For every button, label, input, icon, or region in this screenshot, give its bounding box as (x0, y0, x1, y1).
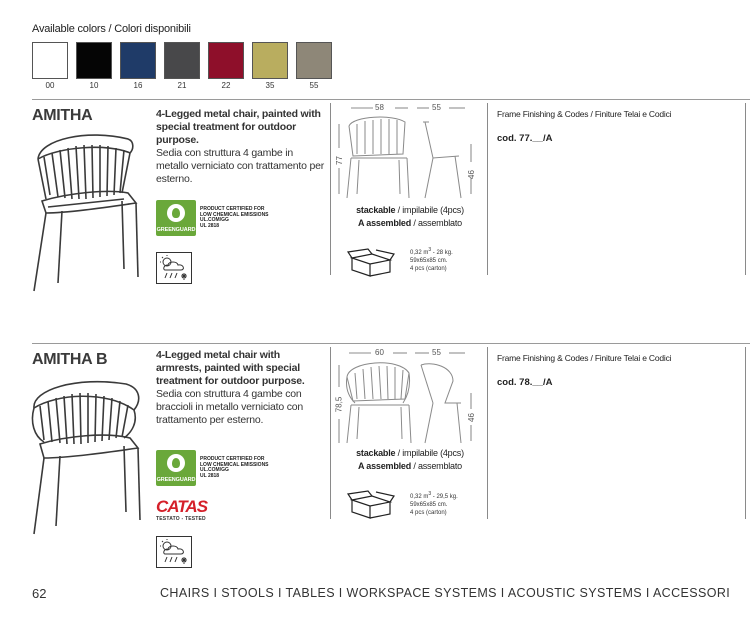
catas-subtitle: TESTATO - TESTED (156, 516, 206, 522)
packaging-info (410, 246, 453, 273)
description-en: 4-Legged metal chair with armrests, painted with special treatment for outdoor purpose. (156, 349, 305, 387)
product-description (156, 349, 328, 427)
product-divider (32, 99, 750, 100)
dimension-width: 58 (375, 103, 384, 112)
greenguard-word: GREENGUARD (156, 477, 196, 483)
stackable-line: stackable / impilabile (4pcs) (356, 448, 464, 458)
catas-certification (156, 498, 216, 522)
greenguard-text (200, 207, 280, 229)
stackable-en: stackable (356, 448, 396, 458)
greenguard-line: LOW CHEMICAL EMISSIONS (200, 211, 269, 218)
greenguard-line: LOW CHEMICAL EMISSIONS (200, 461, 269, 468)
assembled-it: assemblato (417, 218, 462, 228)
greenguard-word: GREENGUARD (156, 227, 196, 233)
stackable-it: impilabile (4pcs) (402, 205, 464, 215)
product-name: AMITHA B (32, 351, 108, 368)
chair-illustration (26, 370, 151, 540)
description-it: Sedia con struttura 4 gambe in metallo verniciato con trattamento per esterno. (156, 147, 325, 185)
swatch-code: 21 (177, 81, 187, 90)
column-divider (745, 103, 746, 275)
greenguard-leaf-icon (167, 454, 185, 472)
colors-title-it: Colori disponibili (114, 23, 191, 35)
packaging-info (410, 490, 458, 517)
dimension-seat-height: 46 (466, 170, 476, 179)
pack-size: 59x65x85 cm. (410, 502, 448, 508)
dimension-drawing (333, 347, 483, 447)
greenguard-certification (156, 450, 280, 486)
color-swatch-16[interactable] (120, 42, 156, 90)
assembled-it: assemblato (417, 461, 462, 471)
pack-pieces: 4 pcs (carton) (410, 266, 447, 272)
greenguard-certification (156, 200, 280, 236)
finish-title: Frame Finishing & Codes / Finiture Telai e Codici (497, 353, 672, 363)
assembled-line: A assembled / assemblato (358, 461, 462, 471)
swatch-fill (296, 42, 332, 79)
greenguard-line: UL.COM/GG (200, 467, 229, 473)
pack-size: 59x65x85 cm. (410, 258, 448, 264)
assembled-en: A assembled (358, 461, 412, 471)
pack-volume-exponent: 3 (428, 247, 432, 253)
swatch-code: 16 (133, 81, 143, 90)
swatch-fill (32, 42, 68, 79)
colors-title (32, 23, 191, 35)
pack-pieces: 4 pcs (carton) (410, 510, 447, 516)
swatch-code: 10 (89, 81, 99, 90)
swatch-fill (252, 42, 288, 79)
swatch-fill (120, 42, 156, 79)
swatch-fill (208, 42, 244, 79)
column-divider (330, 347, 331, 519)
color-swatch-35[interactable] (252, 42, 288, 90)
stacking-info (336, 447, 484, 473)
swatch-code: 00 (45, 81, 55, 90)
assembled-en: A assembled (358, 218, 412, 228)
colors-title-separator: / (105, 23, 115, 35)
weather-resistant-icon (156, 536, 192, 568)
colors-title-en: Available colors (32, 23, 106, 35)
greenguard-line: UL.COM/GG (200, 217, 229, 223)
product-code: cod. 78.__/A (497, 377, 553, 388)
stackable-it: impilabile (4pcs) (402, 448, 464, 458)
color-swatch-00[interactable] (32, 42, 68, 90)
catas-logo: CATAS (156, 497, 208, 516)
swatch-code: 55 (309, 81, 319, 90)
greenguard-line: UL 2818 (200, 472, 220, 479)
column-divider (745, 347, 746, 519)
description-en: 4-Legged metal chair, painted with special treatment for outdoor purpose. (156, 108, 321, 146)
dimension-depth: 55 (432, 103, 441, 112)
product-code: cod. 77.__/A (497, 133, 553, 144)
product-name: AMITHA (32, 107, 93, 124)
dimension-height: 78,5 (334, 396, 344, 413)
greenguard-line: PRODUCT CERTIFIED FOR (200, 456, 265, 462)
description-it: Sedia con struttura 4 gambe con braccioli in metallo verniciato con trattamento per esterno. (156, 388, 304, 426)
greenguard-logo (156, 200, 196, 236)
greenguard-logo (156, 450, 196, 486)
dimension-height: 77 (334, 156, 344, 165)
chair-illustration (28, 127, 148, 297)
pack-volume: 0,32 m (410, 250, 429, 256)
color-swatch-22[interactable] (208, 42, 244, 90)
pack-weight: - 28 kg. (431, 250, 453, 256)
carton-box-icon (346, 490, 396, 520)
column-divider (330, 103, 331, 275)
color-swatches (32, 42, 332, 90)
column-divider (487, 347, 488, 519)
swatch-code: 35 (265, 81, 275, 90)
pack-volume-weight (410, 246, 453, 257)
pack-volume-exponent: 3 (428, 491, 432, 497)
product-description (156, 108, 328, 186)
color-swatch-21[interactable] (164, 42, 200, 90)
swatch-code: 22 (221, 81, 231, 90)
dimension-width: 60 (375, 348, 384, 357)
color-swatch-55[interactable] (296, 42, 332, 90)
greenguard-leaf-icon (167, 204, 185, 222)
greenguard-line: UL 2818 (200, 222, 220, 229)
finish-title-en: Frame Finishing & Codes (497, 109, 589, 119)
stacking-info (336, 204, 484, 230)
stackable-en: stackable (356, 205, 396, 215)
swatch-fill (76, 42, 112, 79)
dimension-drawing (333, 104, 483, 204)
finish-title-it: Finiture Telai e Codici (594, 353, 672, 363)
assembled-line: A assembled / assemblato (358, 218, 462, 228)
pack-weight: - 29,5 kg. (431, 494, 458, 500)
pack-volume: 0,32 m (410, 494, 429, 500)
weather-resistant-icon (156, 252, 192, 284)
dimension-seat-height: 46 (466, 413, 476, 422)
finish-title-it: Finiture Telai e Codici (594, 109, 672, 119)
footer-category-menu: CHAIRS I STOOLS I TABLES I WORKSPACE SYSTEMS I ACOUSTIC SYSTEMS I ACCESSORI (160, 586, 731, 600)
page-number: 62 (32, 586, 47, 601)
swatch-fill (164, 42, 200, 79)
greenguard-text (200, 457, 280, 479)
dimension-depth: 55 (432, 348, 441, 357)
color-swatch-10[interactable] (76, 42, 112, 90)
pack-volume-weight (410, 490, 458, 501)
stackable-line: stackable / impilabile (4pcs) (356, 205, 464, 215)
greenguard-line: PRODUCT CERTIFIED FOR (200, 206, 265, 212)
column-divider (487, 103, 488, 275)
product-divider (32, 343, 750, 344)
finish-title: Frame Finishing & Codes / Finiture Telai e Codici (497, 109, 672, 119)
finish-title-en: Frame Finishing & Codes (497, 353, 589, 363)
carton-box-icon (346, 248, 396, 278)
